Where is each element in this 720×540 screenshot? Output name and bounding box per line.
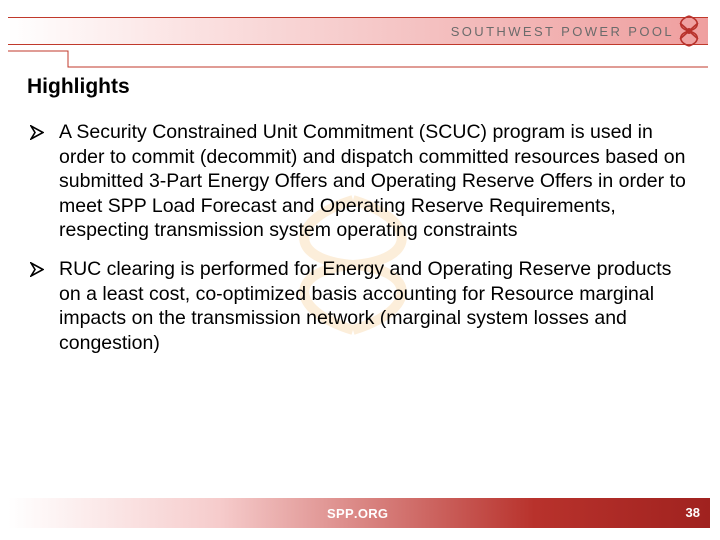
bullet-item [30, 120, 690, 243]
slide-title: Highlights [27, 75, 130, 98]
bullet-list [30, 120, 690, 369]
bullet-text: RUC clearing is performed for Energy and Operating Reserve products on a least cost, co-optimized basis accounting for Resource marginal impacts on the transmission network (marginal system losses and congestion) [59, 257, 672, 354]
header-bottom-line [8, 44, 708, 45]
bullet-text: A Security Constrained Unit Commitment (SCUC) program is used in order to commit (decommit) and dispatch committed resources based on submitted 3-Part Energy Offers and Operating Reserve Offers in order to meet SPP Load Forecast and Operating Reserve Requirements, respecting transmission system operating constraints [59, 121, 686, 242]
page-number: 38 [685, 505, 700, 520]
title-divider [8, 50, 708, 68]
footer-brand [327, 506, 388, 521]
header-top-line [8, 17, 708, 18]
spp-logo-icon [674, 14, 704, 48]
arrow-bullet-icon [30, 125, 44, 140]
brand-name: SOUTHWEST POWER POOL [450, 24, 674, 39]
arrow-bullet-icon [30, 262, 44, 277]
footer-brand-name: SPP [327, 506, 354, 521]
footer-brand-suffix: .ORG [353, 506, 389, 521]
bullet-item [30, 257, 690, 355]
